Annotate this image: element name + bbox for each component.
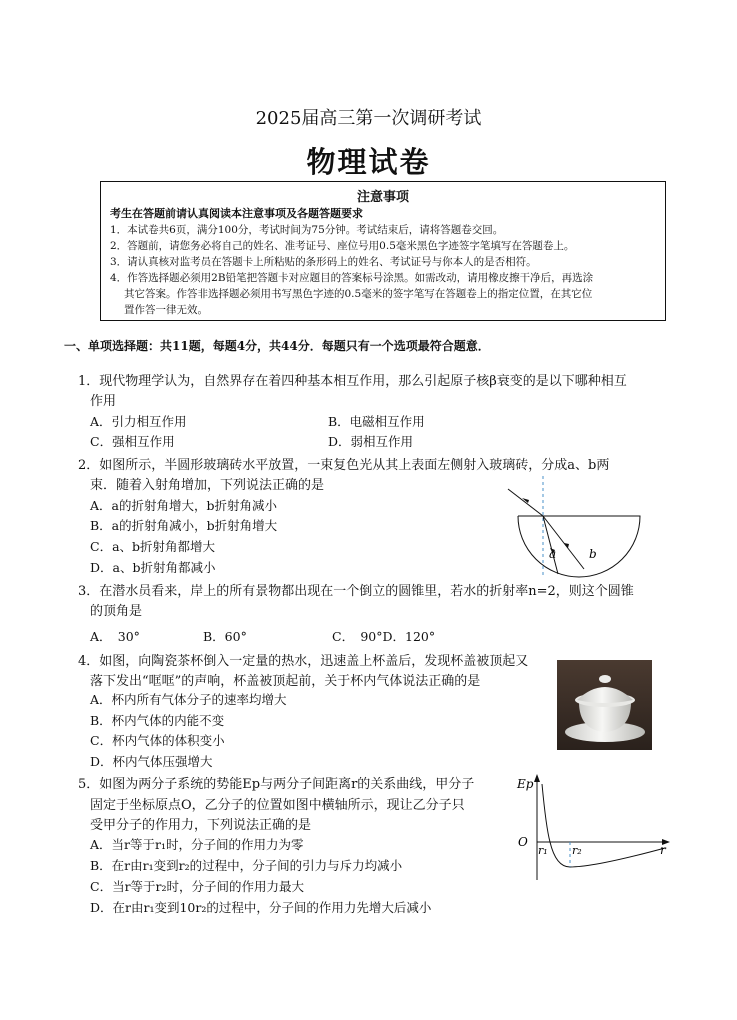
ray-a-label: a (549, 547, 557, 561)
q5-option-c: C．当r等于r₂时，分子间的作用力最大 (90, 879, 305, 894)
q4-option-b: B．杯内气体的内能不变 (90, 713, 225, 728)
notice-item: 4．作答选择题必须用2B铅笔把答题卡对应题目的答案标号涂黑。如需改动，请用橡皮擦干净后，再选涂 (110, 272, 594, 284)
q4-stem: 4．如图，向陶瓷茶杯倒入一定量的热水，迅速盖上杯盖后，发现杯盖被顶起又 (78, 654, 529, 669)
r1-label: r₁ (538, 844, 548, 857)
q5-stem: 受甲分子的作用力，下列说法正确的是 (90, 818, 312, 833)
q5-stem: 5．如图为两分子系统的势能Ep与两分子间距离r的关系曲线，甲分子 (78, 777, 475, 792)
q5-stem: 固定于坐标原点O，乙分子的位置如图中横轴所示，现让乙分子只 (90, 798, 465, 813)
q1-stem: 1．现代物理学认为，自然界存在着四种基本相互作用，那么引起原子核β衰变的是以下哪种相互 (78, 374, 627, 389)
q4-stem: 落下发出“哐哐”的声响，杯盖被顶起前，关于杯内气体说法正确的是 (90, 674, 481, 689)
potential-energy-graph (515, 772, 675, 884)
q3-stem: 的顶角是 (90, 604, 143, 619)
q2-option-c: C．a、b折射角都增大 (90, 539, 216, 554)
q5-option-a: A．当r等于r₁时，分子间的作用力为零 (90, 837, 304, 852)
q1-option-b: B．电磁相互作用 (328, 414, 425, 429)
notice-lead: 考生在答题前请认真阅读本注意事项及各题答题要求 (110, 207, 363, 220)
q5-option-d: D．在r由r₁变到10r₂的过程中，分子间的作用力先增大后减小 (90, 900, 432, 915)
subject-title: 物理试卷 (306, 145, 431, 179)
x-axis-label: r (660, 843, 666, 857)
q2-option-d: D．a、b折射角都减小 (90, 560, 216, 575)
origin-label: O (518, 835, 528, 849)
q2-option-b: B．a的折射角减小，b折射角增大 (90, 518, 278, 533)
section-header: 一、单项选择题：共11题，每题4分，共44分．每题只有一个选项最符合题意． (64, 339, 490, 353)
notice-item: 2．答题前，请您务必将自己的姓名、准考证号、座位号用0.5毫米黑色字迹签字笔填写在答题卷上。 (110, 240, 575, 252)
q5-option-b: B．在r由r₁变到r₂的过程中，分子间的引力与斥力均减小 (90, 858, 403, 873)
r2-label: r₂ (572, 844, 582, 857)
q1-option-c: C．强相互作用 (90, 434, 175, 449)
q4-option-d: D．杯内气体压强增大 (90, 754, 213, 769)
q3-stem: 3．在潜水员看来，岸上的所有景物都出现在一个倒立的圆锥里，若水的折射率n=2，则这个圆锥 (78, 584, 634, 599)
q3-option-b: B．60° (203, 629, 247, 644)
notice-item: 置作答一律无效。 (124, 304, 208, 316)
q4-option-a: A．杯内所有气体分子的速率均增大 (90, 692, 287, 707)
q1-option-a: A．引力相互作用 (90, 414, 187, 429)
semicircle-glass-figure (498, 474, 658, 584)
q2-stem: 2．如图所示，半圆形玻璃砖水平放置，一束复色光从其上表面左侧射入玻璃砖，分成a、b两 (78, 458, 610, 473)
notice-item: 其它答案。作答非选择题必须用书写黑色字迹的0.5毫米的签字笔写在答题卷上的指定位置，在其它位 (124, 288, 593, 300)
q1-option-d: D．弱相互作用 (328, 434, 414, 449)
teacup-photo (557, 660, 652, 750)
q3-option-a: A． 30° (90, 629, 140, 644)
q3-option-cd: C． 90°D．120° (332, 629, 436, 644)
y-axis-label: Ep (517, 777, 534, 791)
exam-title: 2025届高三第一次调研考试 (255, 108, 482, 129)
q2-stem: 束．随着入射角增加，下列说法正确的是 (90, 478, 325, 493)
q4-option-c: C．杯内气体的体积变小 (90, 733, 225, 748)
notice-item: 1．本试卷共6页，满分100分，考试时间为75分钟。考试结束后，请将答题卷交回。 (110, 224, 504, 236)
q1-stem: 作用 (90, 394, 117, 409)
notice-title: 注意事项 (356, 190, 409, 205)
notice-item: 3．请认真核对监考员在答题卡上所粘贴的条形码上的姓名、考试证号与你本人的是否相符。 (110, 256, 537, 268)
q2-option-a: A．a的折射角增大，b折射角减小 (90, 498, 277, 513)
ray-b-label: b (589, 547, 597, 561)
